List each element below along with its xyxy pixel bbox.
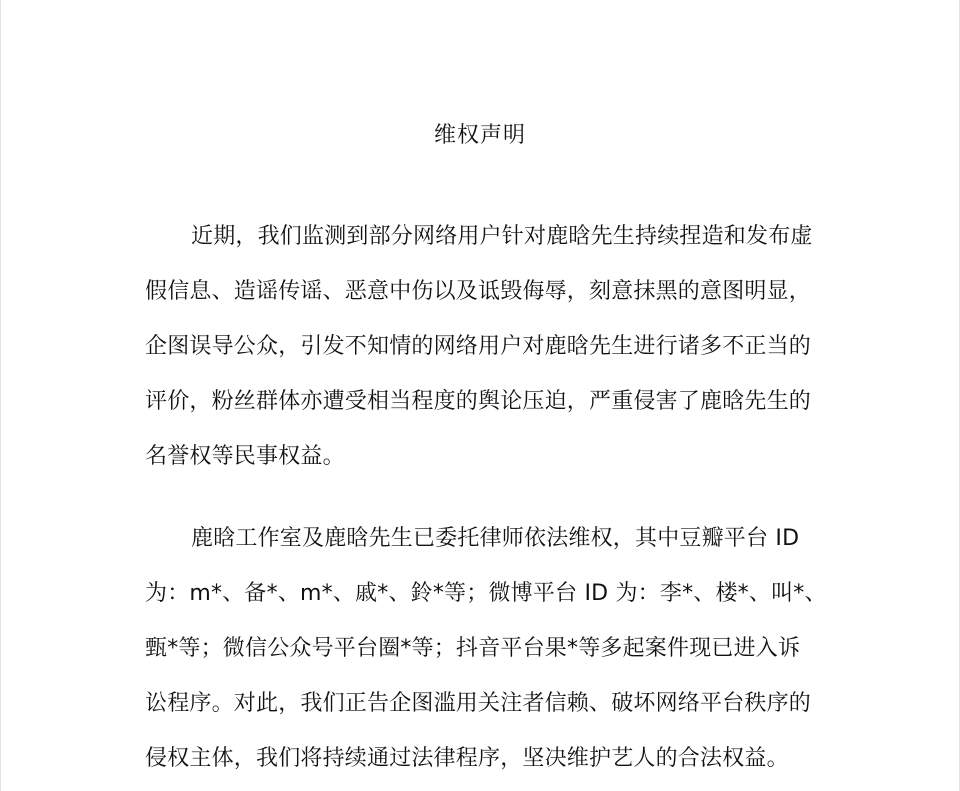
paragraph-line: 讼程序。对此，我们正告企图滥用关注者信赖、破坏网络平台秩序的 [145, 691, 812, 716]
paragraph-line: 甄*等；微信公众号平台圈*等；抖音平台果*等多起案件现已进入诉 [145, 636, 801, 661]
paragraph-line: 评价，粉丝群体亦遭受相当程度的舆论压迫，严重侵害了鹿晗先生的 [145, 389, 812, 414]
paragraph-line: 侵权主体，我们将持续通过法律程序，坚决维护艺人的合法权益。 [145, 746, 789, 771]
paragraph-line: 为：m*、备*、m*、戚*、鈴*等；微博平台 ID 为：李*、楼*、叫*、 [145, 581, 827, 606]
paragraph-2 [145, 511, 825, 786]
paragraph-line: 企图误导公众，引发不知情的网络用户对鹿晗先生进行诸多不正当的 [145, 334, 812, 359]
paragraph-line: 鹿晗工作室及鹿晗先生已委托律师依法维权，其中豆瓣平台 ID [191, 526, 800, 551]
paragraph-line: 名誉权等民事权益。 [145, 444, 345, 469]
paragraph-line: 近期，我们监测到部分网络用户针对鹿晗先生持续捏造和发布虚 [191, 224, 813, 249]
paragraph-line: 假信息、造谣传谣、恶意中伤以及诋毁侮辱，刻意抹黑的意图明显， [145, 279, 812, 304]
document-title: 维权声明 [433, 123, 526, 148]
paragraph-1 [145, 209, 825, 484]
